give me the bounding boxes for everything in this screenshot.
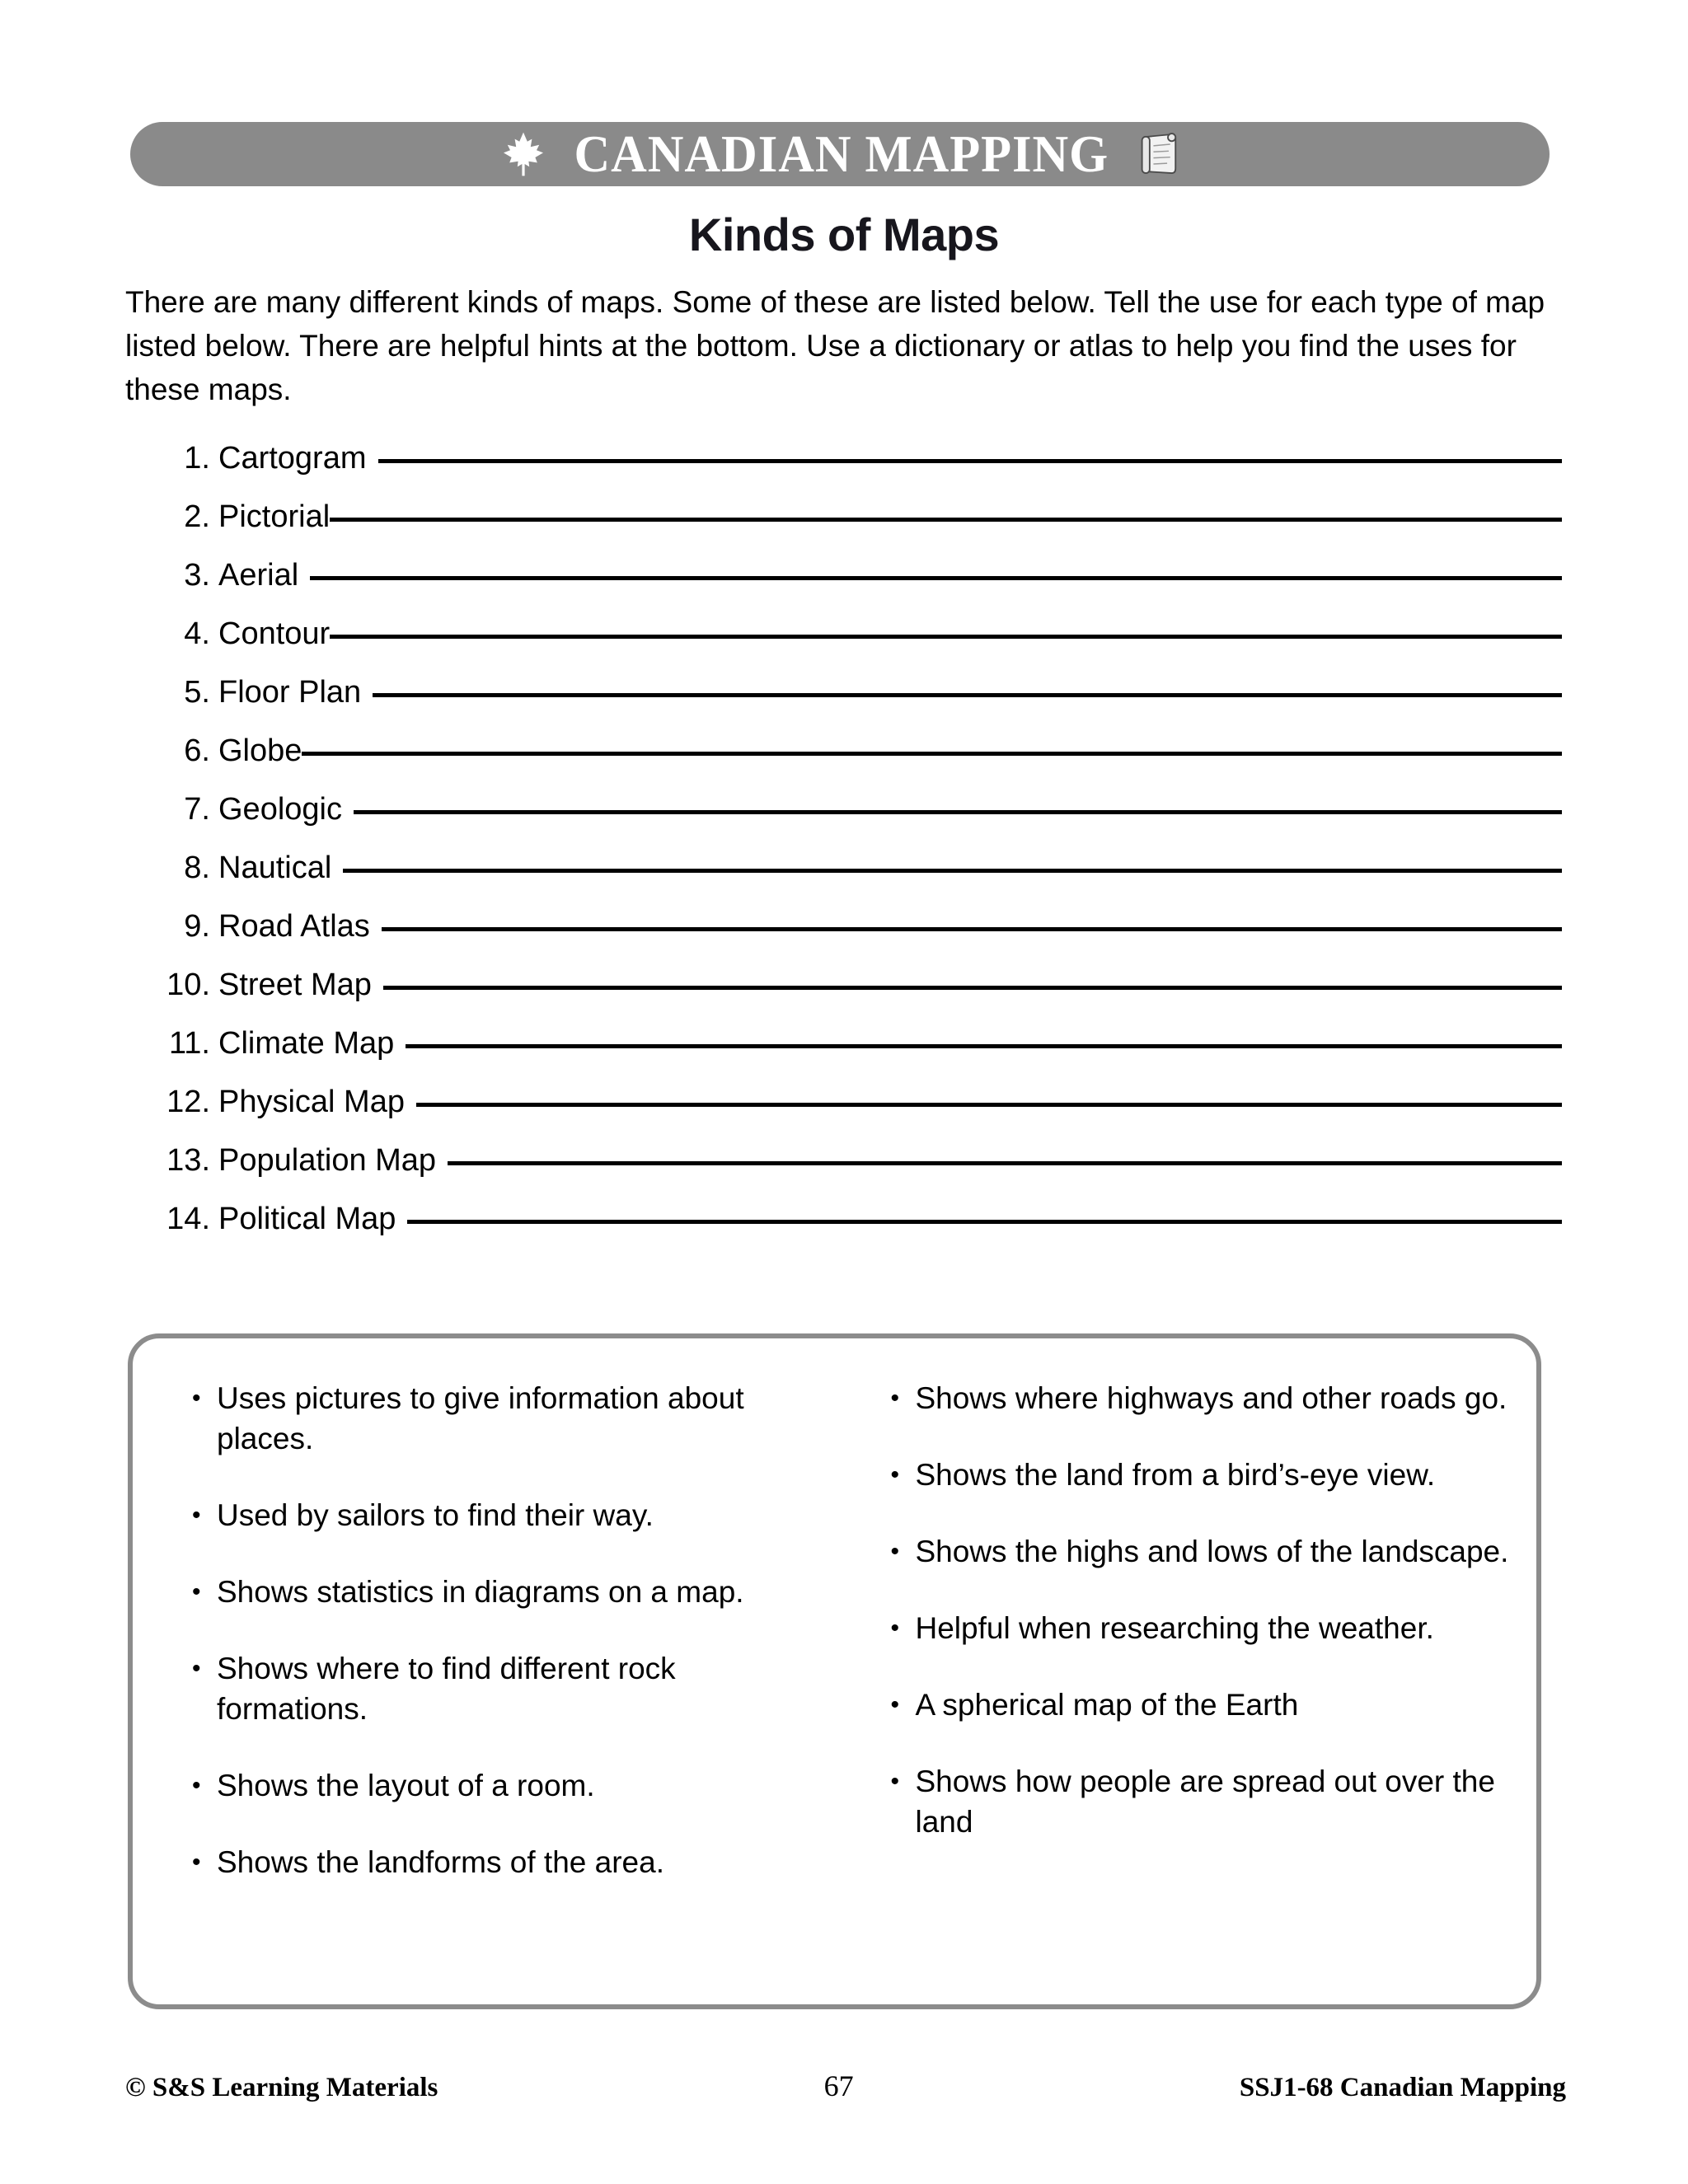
hints-box: [128, 1333, 1541, 2009]
hint-text: Helpful when researching the weather.: [915, 1611, 1434, 1645]
question-number: 13.: [166, 1143, 210, 1178]
hint-text: Uses pictures to give information about places.: [217, 1381, 744, 1455]
answer-line[interactable]: [383, 986, 1562, 990]
bullet-icon: •: [192, 1502, 201, 1529]
question-row: [128, 441, 1562, 499]
answer-line[interactable]: [378, 459, 1563, 463]
question-row: [128, 1026, 1562, 1085]
question-row: [128, 1202, 1562, 1260]
question-row: [128, 733, 1562, 792]
bullet-icon: •: [890, 1768, 900, 1795]
intro-paragraph: There are many different kinds of maps. Some of these are listed below. Tell the use for each type of map listed below. There are helpful hints at the bottom. Use a dictionary or atlas to help you find the uses for these maps.: [125, 285, 1545, 406]
bullet-icon: •: [890, 1691, 900, 1718]
hint-item: [891, 1685, 1512, 1725]
question-row: [128, 1085, 1562, 1143]
hint-text: Shows where to find different rock formations.: [217, 1652, 676, 1726]
bullet-icon: •: [192, 1385, 201, 1412]
question-label: Globe: [218, 733, 302, 768]
bullet-icon: •: [890, 1615, 900, 1642]
footer-page-number: 67: [823, 2069, 854, 2102]
bullet-icon: •: [890, 1461, 900, 1488]
hint-text: Shows statistics in diagrams on a map.: [217, 1575, 744, 1609]
question-label: Pictorial: [218, 499, 331, 534]
question-number: 10.: [166, 968, 210, 1002]
bullet-icon: •: [890, 1385, 900, 1412]
question-number: 7.: [184, 792, 210, 827]
answer-line[interactable]: [407, 1220, 1562, 1224]
bullet-icon: •: [192, 1655, 201, 1682]
question-number: 12.: [166, 1085, 210, 1119]
question-label: Nautical: [218, 851, 332, 885]
banner-header: [130, 122, 1550, 186]
question-label: Population Map: [218, 1143, 437, 1178]
question-label: Cartogram: [218, 441, 367, 476]
maple-leaf-icon: [502, 131, 545, 177]
question-row: [128, 558, 1562, 616]
scroll-map-icon: [1138, 130, 1178, 178]
hint-item: [891, 1531, 1512, 1572]
question-row: [128, 851, 1562, 909]
hints-column-left: [133, 1338, 835, 2004]
hint-item: [192, 1842, 818, 1882]
hint-text: Shows the layout of a room.: [217, 1769, 595, 1802]
question-number: 2.: [184, 499, 210, 534]
question-label: Physical Map: [218, 1085, 405, 1119]
footer-copyright: © S&S Learning Materials: [125, 2073, 438, 2102]
hint-item: [891, 1608, 1512, 1648]
bullet-icon: •: [890, 1538, 900, 1565]
hint-text: Shows where highways and other roads go.: [915, 1381, 1507, 1415]
hint-item: [192, 1765, 818, 1806]
question-number: 14.: [166, 1202, 210, 1236]
question-number: 8.: [184, 851, 210, 885]
hint-text: Shows the highs and lows of the landscape.: [915, 1535, 1509, 1568]
page-footer: [125, 2069, 1566, 2103]
answer-line[interactable]: [373, 693, 1562, 697]
answer-line[interactable]: [302, 752, 1562, 756]
question-row: [128, 909, 1562, 968]
hint-item: [192, 1648, 818, 1729]
hint-text: Shows the landforms of the area.: [217, 1845, 664, 1879]
hint-item: [891, 1761, 1512, 1842]
banner-title: CANADIAN MAPPING: [574, 124, 1109, 183]
question-number: 6.: [184, 733, 210, 768]
question-number: 11.: [168, 1026, 210, 1061]
question-row: [128, 616, 1562, 675]
question-number: 1.: [184, 441, 210, 476]
question-label: Climate Map: [218, 1026, 395, 1061]
question-label: Geologic: [218, 792, 342, 827]
bullet-icon: •: [192, 1578, 201, 1605]
bullet-icon: •: [192, 1849, 201, 1876]
question-number: 5.: [184, 675, 210, 710]
hint-item: [891, 1455, 1512, 1495]
question-row: [128, 792, 1562, 851]
hint-item: [891, 1378, 1512, 1418]
hints-column-right: [835, 1338, 1537, 2004]
question-row: [128, 968, 1562, 1026]
question-label: Political Map: [218, 1202, 396, 1236]
page-title: Kinds of Maps: [688, 209, 1000, 260]
answer-line[interactable]: [448, 1161, 1562, 1165]
bullet-icon: •: [192, 1772, 201, 1799]
question-row: [128, 499, 1562, 558]
question-label: Road Atlas: [218, 909, 370, 944]
question-label: Floor Plan: [218, 675, 362, 710]
footer-product-code: SSJ1-68 Canadian Mapping: [1239, 2073, 1566, 2102]
question-list: [128, 441, 1562, 1260]
hint-item: [192, 1378, 818, 1459]
question-label: Street Map: [218, 968, 372, 1002]
hint-text: Used by sailors to find their way.: [217, 1498, 654, 1532]
hint-item: [192, 1572, 818, 1612]
answer-line[interactable]: [406, 1044, 1562, 1048]
question-number: 9.: [184, 909, 210, 944]
question-label: Contour: [218, 616, 331, 651]
answer-line[interactable]: [330, 518, 1562, 522]
hint-text: Shows the land from a bird’s-eye view.: [915, 1458, 1436, 1492]
answer-line[interactable]: [330, 635, 1562, 639]
hints-columns: [133, 1338, 1536, 2004]
answer-line[interactable]: [382, 927, 1562, 931]
answer-line[interactable]: [343, 869, 1562, 873]
answer-line[interactable]: [310, 576, 1562, 580]
hint-item: [192, 1495, 818, 1535]
question-row: [128, 1143, 1562, 1202]
answer-line[interactable]: [416, 1103, 1562, 1107]
question-number: 3.: [184, 558, 210, 593]
question-number: 4.: [184, 616, 210, 651]
question-label: Aerial: [218, 558, 299, 593]
question-row: [128, 675, 1562, 733]
hint-text: Shows how people are spread out over the land: [915, 1765, 1495, 1839]
hint-text: A spherical map of the Earth: [915, 1688, 1299, 1722]
answer-line[interactable]: [354, 810, 1562, 814]
